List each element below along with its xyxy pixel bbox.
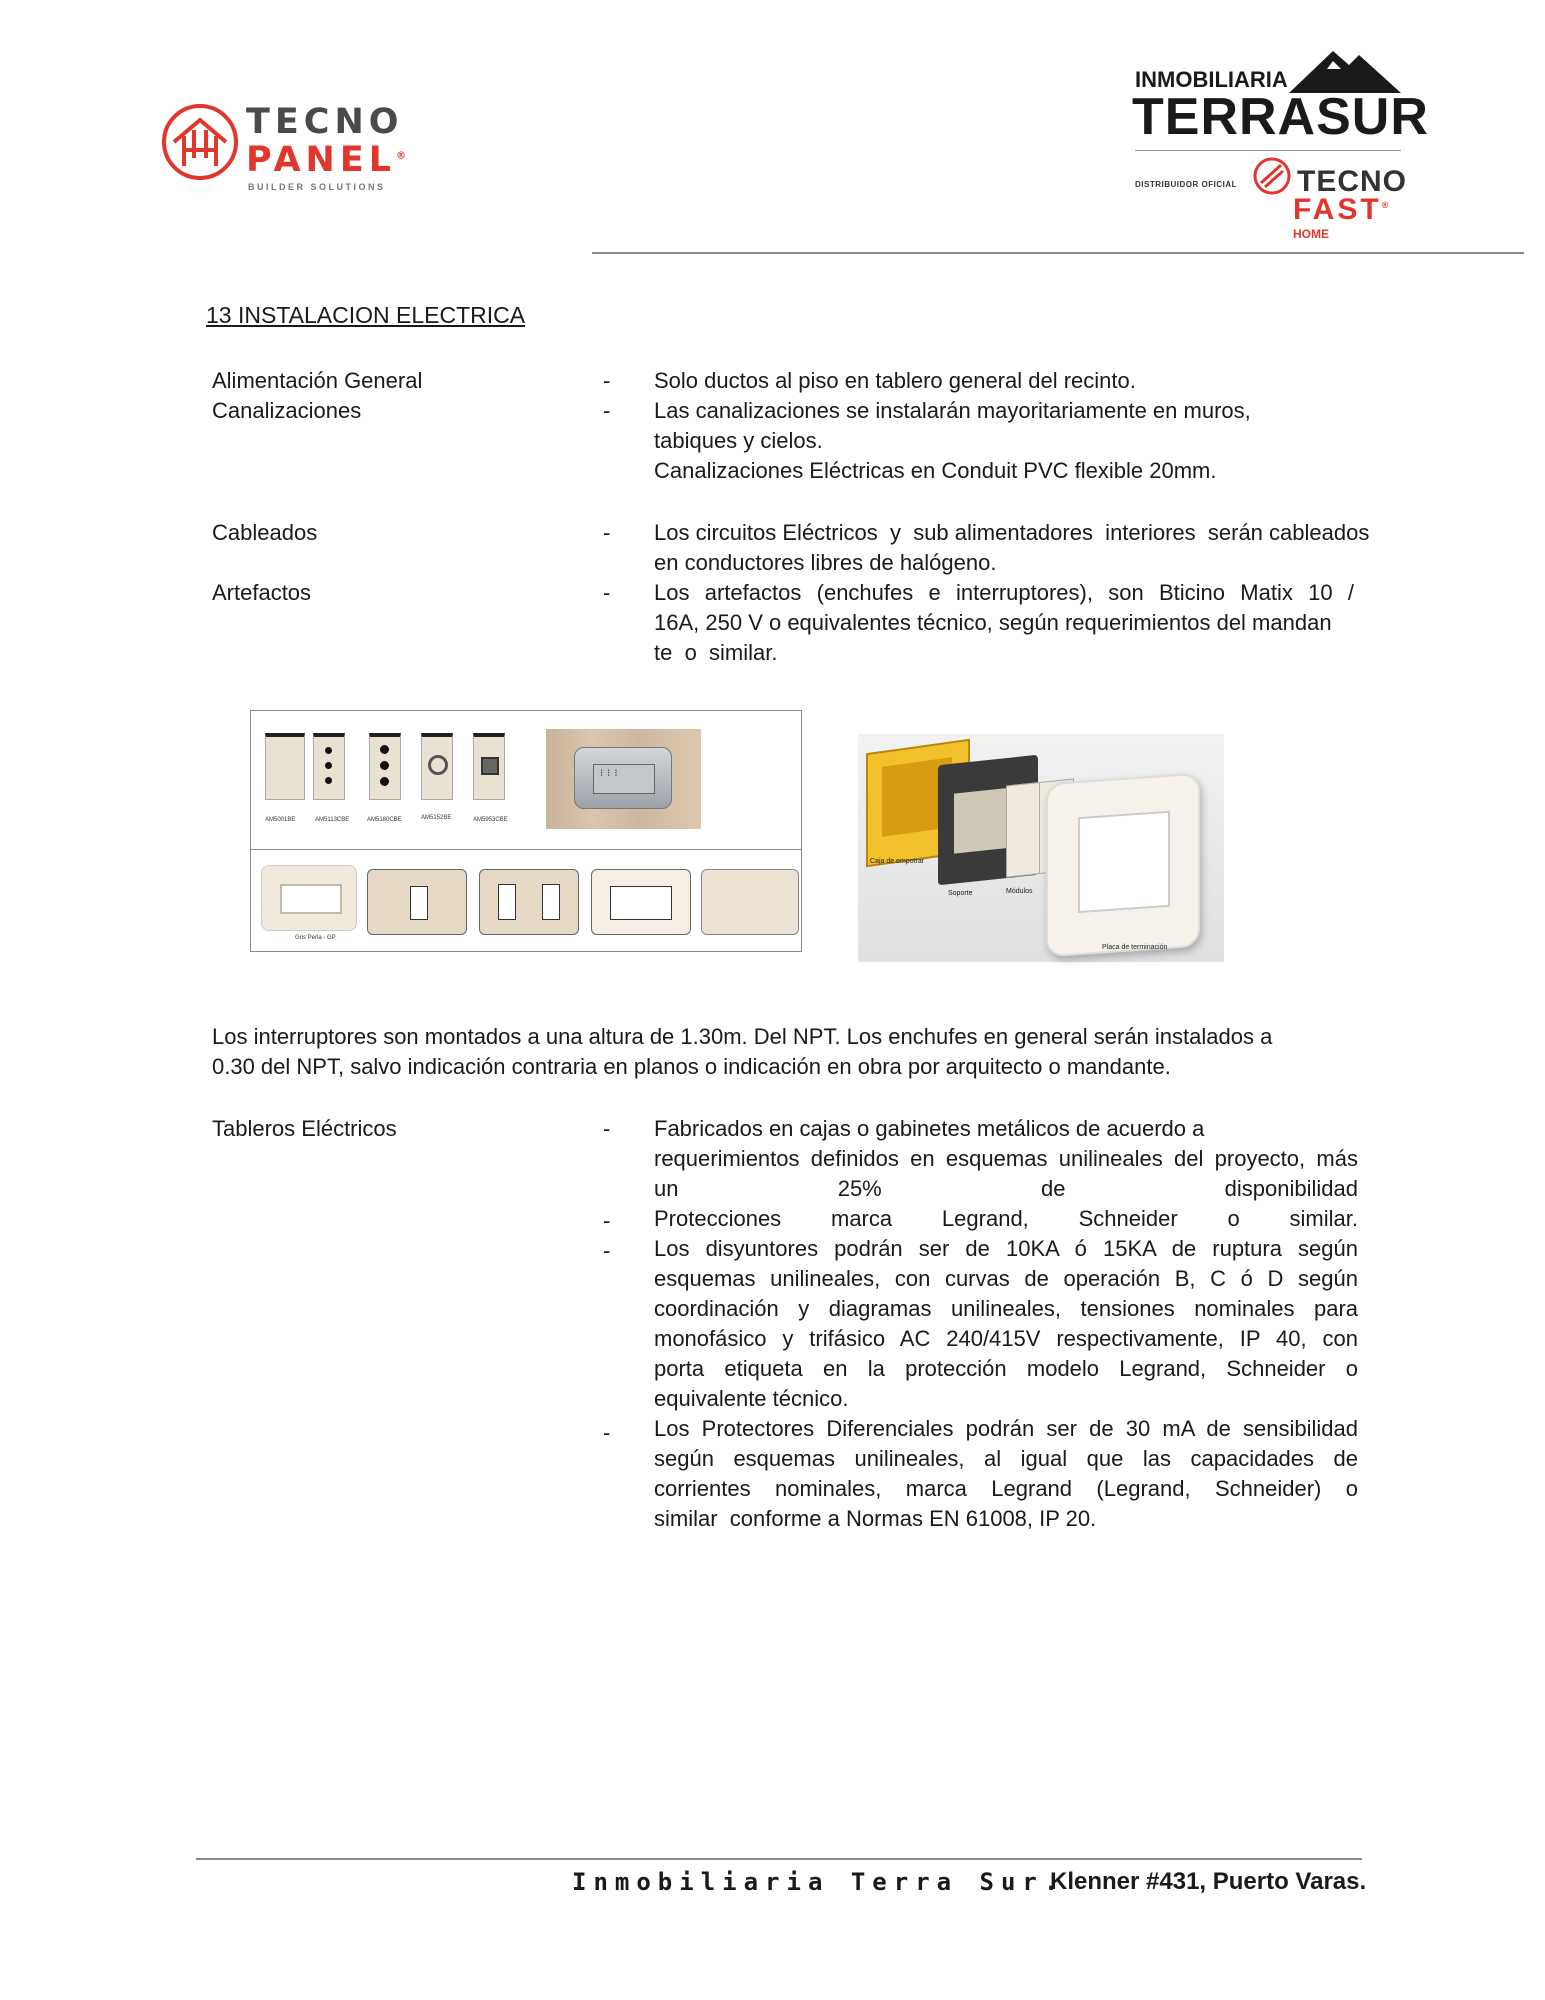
dash: - <box>603 580 611 605</box>
diferenciales-line: similar conforme a Normas EN 61008, IP 20. <box>654 1506 1097 1531</box>
text-canalizaciones-line: Canalizaciones Eléctricas en Conduit PVC flexible 20mm. <box>654 458 1217 483</box>
house-h-icon <box>160 102 240 182</box>
dash: - <box>603 1420 611 1445</box>
tableros-line: Fabricados en cajas o gabinetes metálicos de acuerdo a <box>654 1116 1205 1141</box>
logo-panel-text: PANEL® <box>246 140 407 180</box>
footer-rule <box>196 1858 1362 1860</box>
module-coax <box>421 733 453 800</box>
disyuntores-line: coordinación y diagramas unilineales, tensiones nominales para <box>654 1296 1358 1321</box>
code-label: AM5180CBE <box>367 817 402 823</box>
disyuntores-line: Los disyuntores podrán ser de 10KA ó 15KA de ruptura según <box>654 1236 1358 1261</box>
disyuntores-line: equivalente técnico. <box>654 1386 849 1411</box>
exploded-box-figure <box>858 734 1224 962</box>
note-line: Los interruptores son montados a una altura de 1.30m. Del NPT. Los enchufes en general serán instalados a <box>212 1024 1273 1049</box>
dash: - <box>603 1208 611 1233</box>
logo-sub-text: BUILDER SOLUTIONS <box>248 182 386 192</box>
cover-plate <box>261 865 357 931</box>
label-alimentacion: Alimentación General <box>212 368 423 393</box>
section-number: 13 <box>206 302 232 328</box>
module-support-2 <box>479 869 579 935</box>
dash: - <box>603 1238 611 1263</box>
dash: - <box>603 1116 611 1141</box>
header-rule <box>592 252 1524 254</box>
diferenciales-line: Los Protectores Diferenciales podrán ser de 30 mA de sensibilidad <box>654 1416 1358 1441</box>
tableros-protecciones: Protecciones marca Legrand, Schneider o similar. <box>654 1206 1358 1231</box>
label-caja: Caja de empotrar <box>870 858 925 865</box>
note-line: 0.30 del NPT, salvo indicación contraria en planos o indicación en obra por arquitecto o mandante. <box>212 1054 1171 1079</box>
label-modulos: Módulos <box>1006 888 1033 895</box>
mountain-icon <box>1289 45 1401 93</box>
section-heading <box>206 300 525 330</box>
diferenciales-line: corrientes nominales, marca Legrand (Legrand, Schneider) o <box>654 1476 1358 1501</box>
logo-inmobiliaria-text: INMOBILIARIA <box>1135 67 1288 92</box>
text-alimentacion: Solo ductos al piso en tablero general del recinto. <box>654 368 1136 393</box>
text-cableados-line: Los circuitos Eléctricos y sub alimentadores interiores serán cableados <box>654 520 1370 545</box>
logo-terrasur-text: TERRASUR <box>1132 88 1429 146</box>
footer-address: Klenner #431, Puerto Varas. <box>1050 1868 1367 1895</box>
module-socket-3 <box>313 733 345 800</box>
dash: - <box>603 368 611 393</box>
code-label: AM5953CBE <box>473 817 508 823</box>
module-rj45 <box>473 733 505 800</box>
label-canalizaciones: Canalizaciones <box>212 398 362 423</box>
logo-tecno-text: TECNO <box>246 102 404 142</box>
text-artefactos-line: 16A, 250 V o equivalentes técnico, según requerimientos del mandan <box>654 610 1332 635</box>
module-support-3 <box>591 869 691 935</box>
logo-home-text: HOME <box>1293 227 1329 241</box>
logo-divider <box>1135 150 1401 151</box>
logo-tecno-fast-text: TECNO <box>1297 165 1407 198</box>
disyuntores-line: porta etiqueta en la protección modelo Legrand, Schneider o <box>654 1356 1358 1381</box>
label-placa: Placa de terminación <box>1102 944 1168 951</box>
finish-plate <box>1046 773 1200 958</box>
code-label: AM5001BE <box>265 817 296 823</box>
tableros-line: requerimientos definidos en esquemas unilineales del proyecto, más <box>654 1146 1358 1171</box>
module-blank <box>265 733 305 800</box>
label-soporte: Soporte <box>948 890 973 897</box>
text-cableados-line: en conductores libres de halógeno. <box>654 550 997 575</box>
diferenciales-line: según esquemas unilineales, al igual que las capacidades de <box>654 1446 1358 1471</box>
installed-socket-photo: ⁝⁝⁝ <box>546 729 701 829</box>
matix-products-figure <box>250 710 802 952</box>
module-support-1 <box>367 869 467 935</box>
module-socket-3-large <box>369 733 401 800</box>
tecnofast-emblem-icon <box>1251 155 1293 197</box>
code-label: AM5113CBE <box>315 817 350 823</box>
tecnopanel-logo <box>160 100 407 192</box>
text-artefactos-line: te o similar. <box>654 640 778 665</box>
dash: - <box>603 398 611 423</box>
text-canalizaciones-line: tabiques y cielos. <box>654 428 823 453</box>
blank-plate <box>701 869 799 935</box>
label-cableados: Cableados <box>212 520 318 545</box>
plate-caption: Gris Perla - GP <box>295 935 336 941</box>
tableros-line: un 25% de disponibilidad <box>654 1176 1358 1201</box>
logo-distribuidor-text: DISTRIBUIDOR OFICIAL <box>1135 180 1237 189</box>
text-canalizaciones-line: Las canalizaciones se instalarán mayoritariamente en muros, <box>654 398 1251 423</box>
disyuntores-line: esquemas unilineales, con curvas de operación B, C ó D según <box>654 1266 1358 1291</box>
logo-fast-text: FAST® <box>1293 193 1389 226</box>
section-title: INSTALACION ELECTRICA <box>231 302 526 328</box>
code-label: AM5152BE <box>421 815 452 821</box>
dash: - <box>603 520 611 545</box>
footer-company: Inmobiliaria Terra Sur. <box>572 1868 1066 1896</box>
terrasur-logo <box>1125 45 1429 245</box>
label-artefactos: Artefactos <box>212 580 312 605</box>
text-artefactos-line: Los artefactos (enchufes e interruptores), son Bticino Matix 10 / <box>654 580 1354 605</box>
disyuntores-line: monofásico y trifásico AC 240/415V respectivamente, IP 40, con <box>654 1326 1358 1351</box>
label-tableros: Tableros Eléctricos <box>212 1116 397 1141</box>
